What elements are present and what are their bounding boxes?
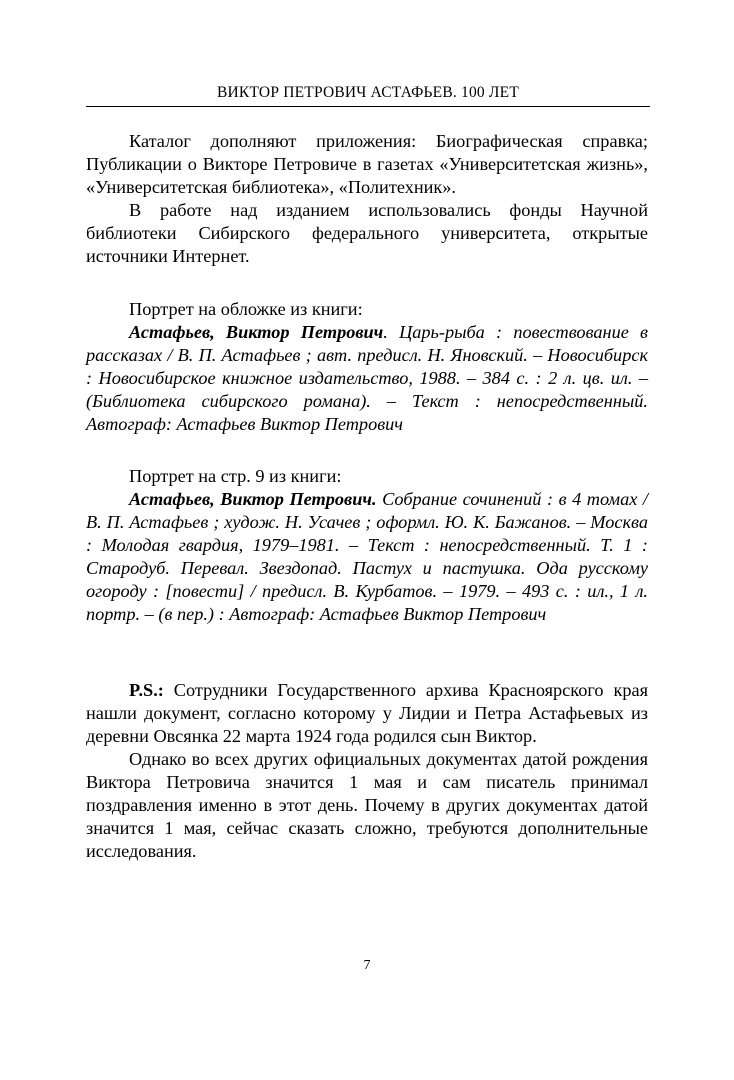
ps-section [86, 679, 648, 863]
intro-paragraph-1: Каталог дополняют приложения: Биографическая справка; Публикации о Викторе Петровиче в газетах «Университетская жизнь», «Университетская библиотека», «Политехник». [86, 131, 648, 197]
intro-paragraph-2: В работе над изданием использовались фонды Научной библиотеки Сибирского федерального университета, открытые источники Интернет. [86, 200, 648, 266]
ps-paragraph-1-text: Сотрудники Государственного архива Красноярского края нашли документ, согласно которому у Лидии и Петра Астафьевых из деревни Овсянка 22 марта 1924 года родился сын Виктор. [86, 680, 648, 746]
portrait-2-section [86, 465, 648, 626]
portrait-2-author: Астафьев, Виктор Петрович. [129, 489, 377, 509]
page-number: 7 [363, 958, 371, 973]
ps-paragraph-1 [86, 679, 648, 748]
intro-section [86, 130, 648, 268]
ps-paragraph-2: Однако во всех других официальных документах датой рождения Виктора Петровича значится 1 мая и сам писатель принимал поздравления именно в этот день. Почему в других документах датой значится 1 мая, сейчас сказать сложно, требуются дополнительные исследования. [86, 749, 648, 861]
portrait-1-label: Портрет на обложке из книги: [129, 299, 363, 319]
portrait-2-citation [86, 488, 648, 626]
ps-label: P.S.: [129, 680, 164, 700]
header-rule [86, 106, 650, 107]
portrait-2-label: Портрет на стр. 9 из книги: [129, 466, 342, 486]
running-header: ВИКТОР ПЕТРОВИЧ АСТАФЬЕВ. 100 ЛЕТ [217, 84, 519, 101]
portrait-1-section [86, 298, 648, 436]
portrait-1-citation [86, 321, 648, 436]
portrait-1-author: Астафьев, Виктор Петрович [129, 322, 384, 342]
portrait-1-citation-text: . Царь-рыба : повествование в рассказах / В. П. Астафьев ; авт. предисл. Н. Яновский. – Новосибирск : Новосибирское книжное издательство, 1988. – 384 с. : 2 л. цв. ил. – (Библиотека сибирского романа). – Текст : непосредственный. Автограф: Астафьев Виктор Петрович [86, 322, 648, 434]
portrait-2-citation-text: Собрание сочинений : в 4 томах / В. П. Астафьев ; худож. Н. Усачев ; оформл. Ю. К. Бажанов. – Москва : Молодая гвардия, 1979–1981. – Текст : непосредственный. Т. 1 : Стародуб. Перевал. Звездопад. Пастух и пастушка. Ода русскому огороду : [повести] / предисл. В. Курбатов. – 1979. – 493 с. : ил., 1 л. портр. – (в пер.) : Автограф: Астафьев Виктор Петрович [86, 489, 648, 624]
